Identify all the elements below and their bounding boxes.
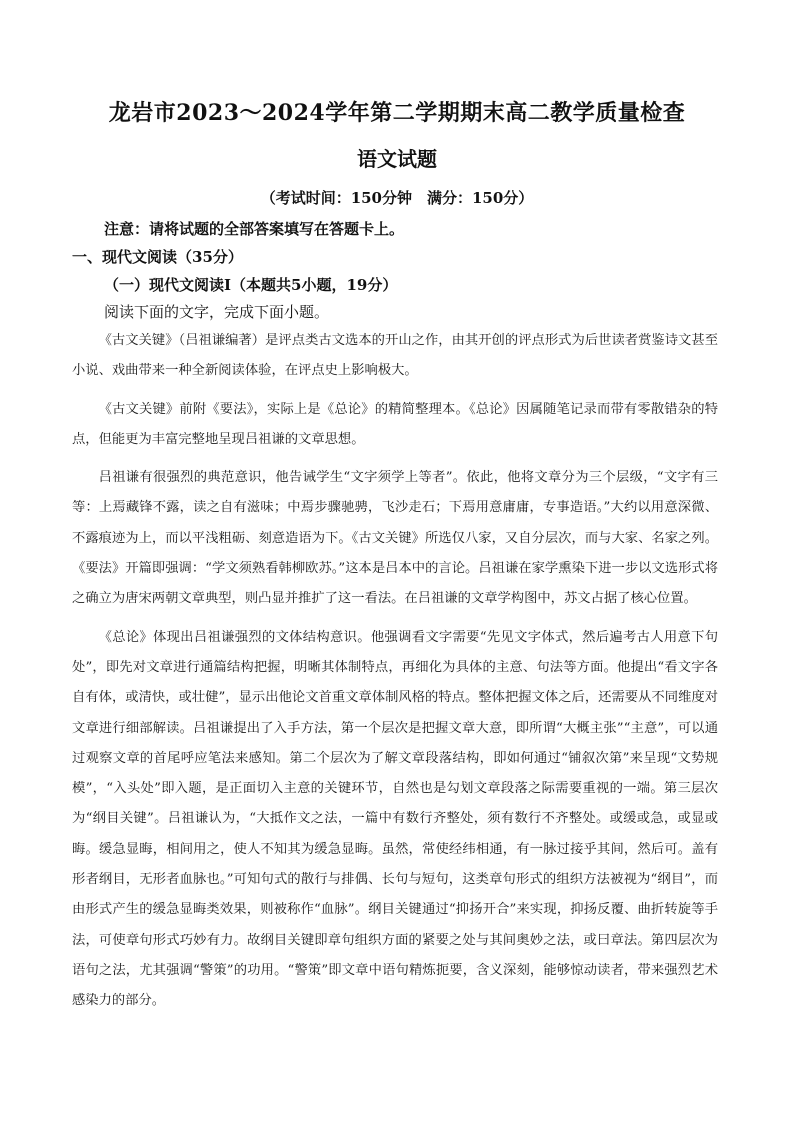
reading-passage	[72, 326, 718, 1017]
passage-paragraph: 《古文关键》（吕祖谦编著）是评点类古文选本的开山之作，由其开创的评点形式为后世读者赏鉴诗文甚至小说、戏曲带来一种全新阅读体验，在评点史上影响极大。	[72, 333, 718, 379]
subsection-heading: （一）现代文阅读Ⅰ（本题共5小题，19分）	[104, 276, 398, 294]
notice-text: 注意：请将试题的全部答案填写在答题卡上。	[104, 220, 405, 238]
exam-info: （考试时间：150分钟 满分：150分）	[260, 189, 534, 207]
reading-instruction: 阅读下面的文字，完成下面小题。	[104, 303, 330, 321]
exam-title: 龙岩市2023～2024学年第二学期期末高二教学质量检查	[108, 100, 686, 126]
subject-title: 语文试题	[357, 147, 437, 171]
passage-paragraph: 《总论》体现出吕祖谦强烈的文体结构意识。他强调看文字需要“先见文字体式，然后遍考古人用意下句处”，即先对文章进行通篇结构把握，明晰其体制特点，再细化为具体的主意、句法等方面。他提出“看文字各自有体，或清快，或壮健”，显示出他论文首重文章体制风格的特点。整体把握文体之后，还需要从不同维度对文章进行细部解读。吕祖谦提出了入手方法，第一个层次是把握文章大意，即所谓“大概主张”“主意”，可以通过观察文章的首尾呼应笔法来感知。第二个层次为了解文章段落结构，即如何通过“铺叙次第”来呈现“文势规模”，“入头处”即入题，是正面切入主意的关键环节，自然也是勾划文章段落之际需要重视的一端。第三层次为“纲目关键”。吕祖谦认为，“大抵作文之法，一篇中有数行齐整处，须有数行不齐整处。或缓或急，或显或晦。缓急显晦，相间用之，使人不知其为缓急显晦。虽然，常使经纬相通，有一脉过接乎其间，然后可。盖有形者纲目，无形者血脉也。”可知句式的散行与排偶、长句与短句，这类章句形式的组织方法被视为“纲目”，而由形式产生的缓急显晦类效果，则被称作“血脉”。纲目关键通过“抑扬开合”来实现，抑扬反覆、曲折转旋等手法，可使章句形式巧妙有力。故纲目关键即章句组织方面的紧要之处与其间奥妙之法，或曰章法。第四层次为语句之法，尤其强调“警策”的功用。“警策”即文章中语句精炼扼要，含义深刻，能够惊动读者，带来强烈艺术感染力的部分。	[72, 629, 718, 1009]
section-heading: 一、现代文阅读（35分）	[72, 248, 243, 266]
passage-paragraph: 《古文关键》前附《要法》，实际上是《总论》的精简整理本。《总论》因属随笔记录而带有零散错杂的特点，但能更为丰富完整地呈现吕祖谦的文章思想。	[72, 401, 718, 447]
passage-paragraph: 吕祖谦有很强烈的典范意识，他告诫学生“文字须学上等者”。依此，他将文章分为三个层级，“文字有三等：上焉藏锋不露，读之自有滋味；中焉步骤驰骋，飞沙走石；下焉用意庸庸，专事造语。”大约以用意深微、不露痕迹为上，而以平浅粗砺、刻意造语为下。《古文关键》所选仅八家，又自分层次，而与大家、名家之列。《要法》开篇即强调：“学文须熟看韩柳欧苏。”这本是吕本中的言论。吕祖谦在家学熏染下进一步以文选形式将之确立为唐宋两朝文章典型，则凸显并推扩了这一看法。在吕祖谦的文章学构图中，苏文占据了核心位置。	[72, 470, 718, 607]
